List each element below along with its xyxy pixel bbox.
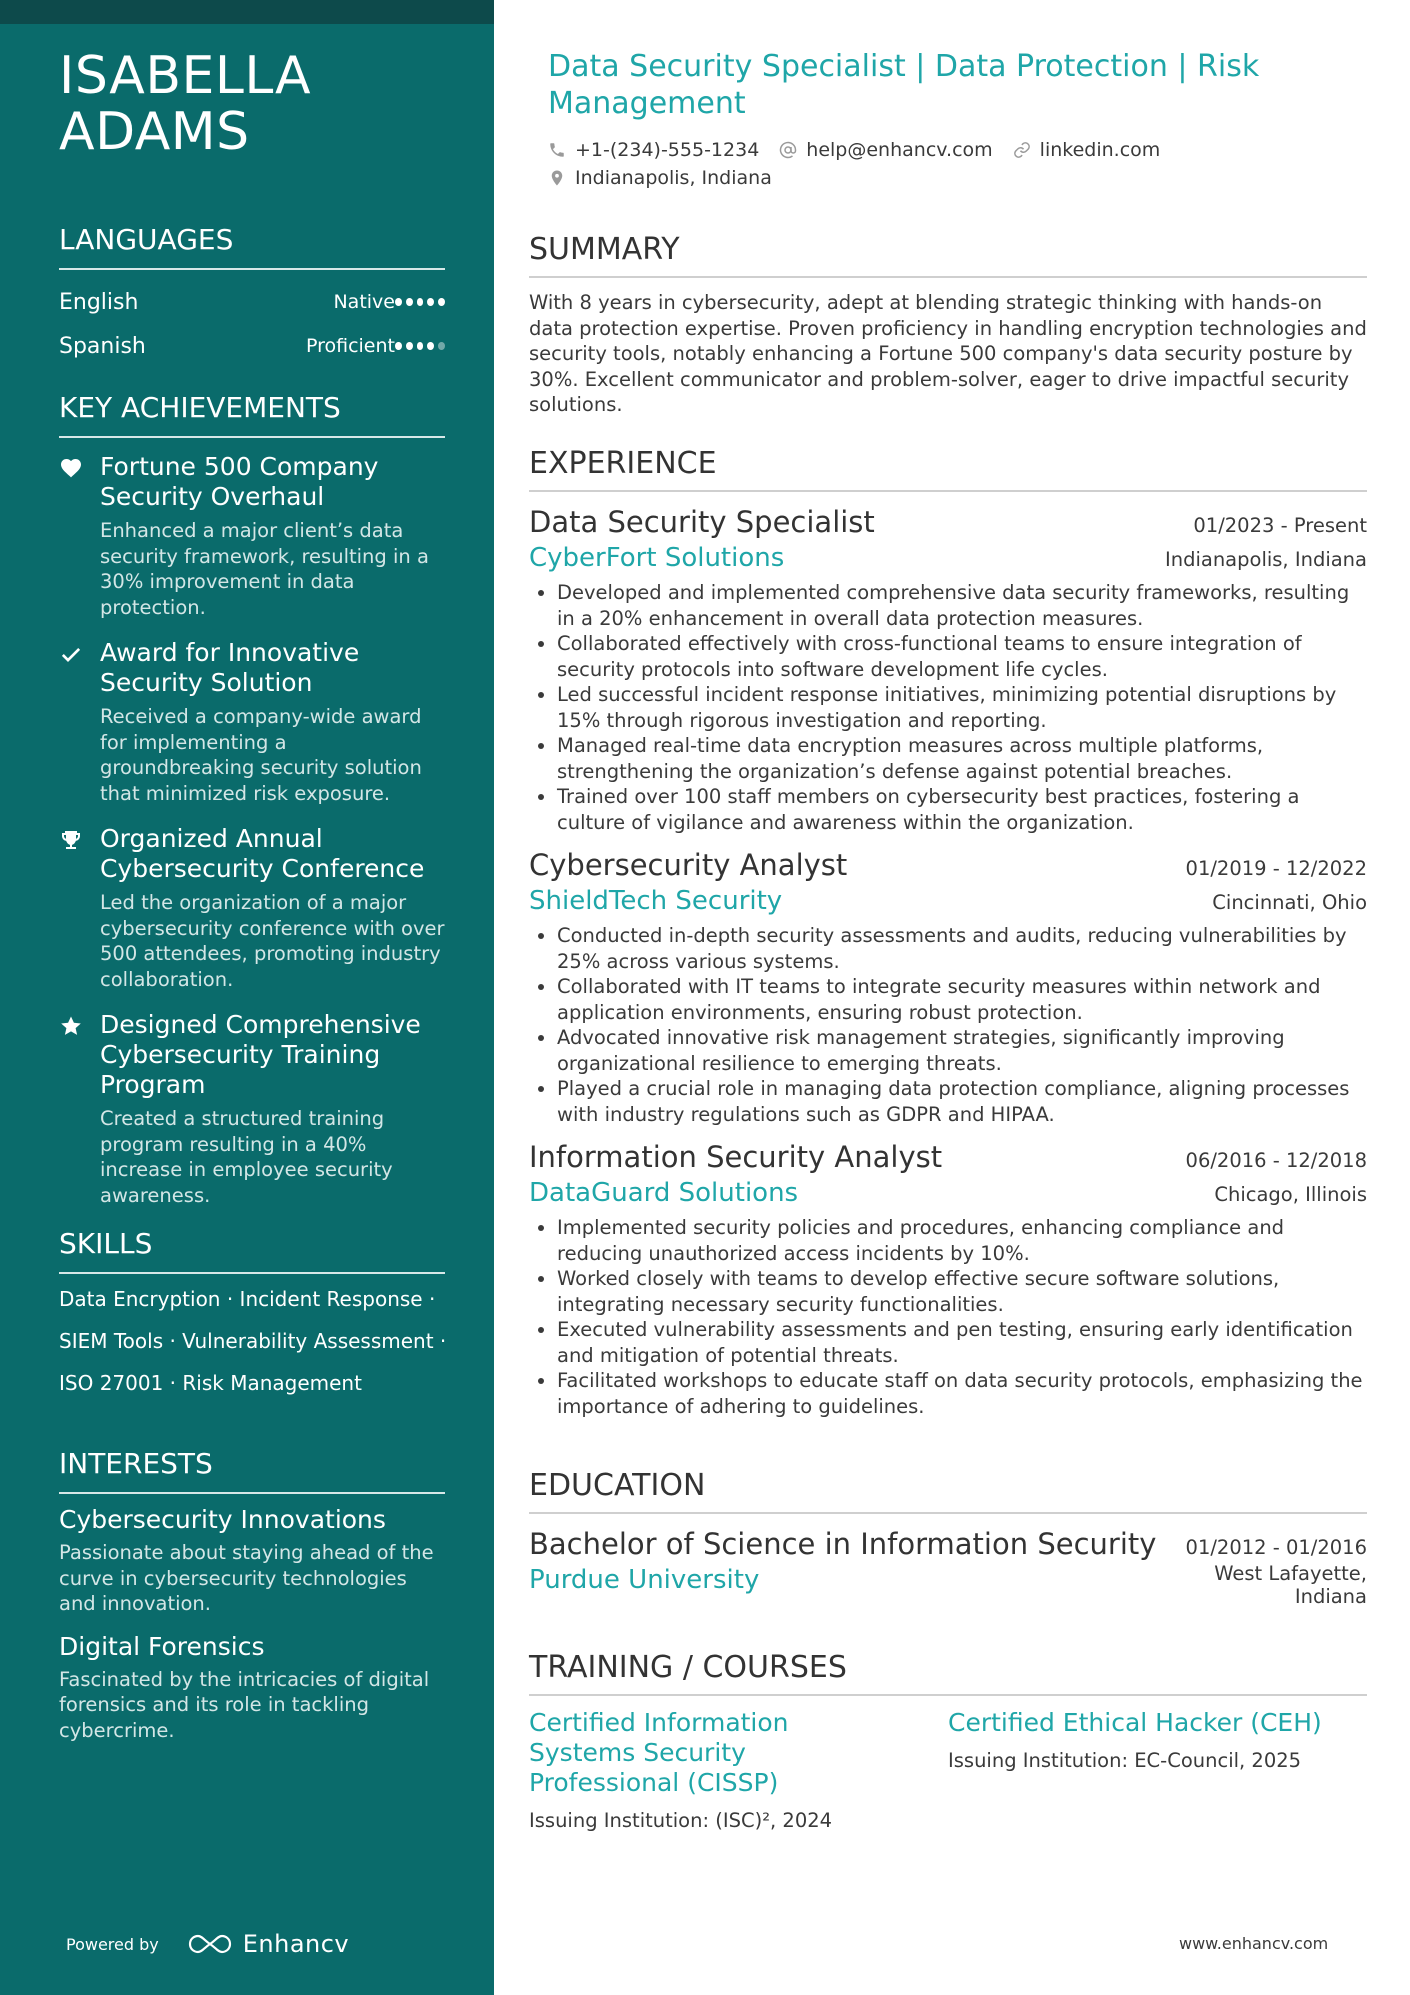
experience-section <box>529 446 1367 1419</box>
summary-heading: SUMMARY <box>529 232 1367 278</box>
interests-section <box>59 1446 445 1743</box>
dot-filled <box>395 342 402 350</box>
name-line-2: ADAMS <box>59 102 250 162</box>
contact-info <box>548 136 1348 192</box>
contact-email[interactable] <box>779 139 992 161</box>
dot-filled <box>427 298 434 306</box>
bullet-item: Managed real-time data encryption measures across multiple platforms, strengthening the organization’s defense against potential breaches. <box>529 733 1367 784</box>
interest-title: Digital Forensics <box>59 1631 265 1661</box>
headline: Data Security Specialist | Data Protection | Risk Management <box>548 49 1260 121</box>
achievement-description: Enhanced a major client’s data security framework, resulting in a 30% improvement in data protection. <box>100 519 429 619</box>
bullet-item: Collaborated with IT teams to integrate security measures within network and application environments, ensuring robust protection. <box>529 974 1367 1025</box>
bullet-item: Conducted in-depth security assessments and audits, reducing vulnerabilities by 25% across various systems. <box>529 923 1367 974</box>
dot-filled <box>406 298 413 306</box>
achievement-item <box>59 824 445 992</box>
achievement-title: Award for Innovative Security Solution <box>100 638 360 697</box>
job-bullets <box>529 1215 1367 1419</box>
job-location: Indianapolis, Indiana <box>1164 548 1367 571</box>
dot-filled <box>406 342 413 350</box>
bullet-item: Facilitated workshops to educate staff on data security protocols, emphasizing the importance of adhering to guidelines. <box>529 1368 1367 1419</box>
course-title: Certified Ethical Hacker (CEH) <box>948 1708 1322 1737</box>
skills-line: SIEM Tools · Vulnerability Assessment · <box>59 1329 447 1353</box>
bullet-item: Implemented security policies and procedures, enhancing compliance and reducing unauthorized access incidents by 10%. <box>529 1215 1367 1266</box>
skills-line: Data Encryption · Incident Response · <box>59 1287 436 1311</box>
achievements-heading: KEY ACHIEVEMENTS <box>59 390 445 438</box>
education-heading: EDUCATION <box>529 1468 1367 1514</box>
footer-url[interactable]: www.enhancv.com <box>1179 1934 1329 1953</box>
school-name: Purdue University <box>529 1565 760 1595</box>
bullet-item: Led successful incident response initiatives, minimizing potential disruptions by 15% through rigorous investigation and reporting. <box>529 682 1367 733</box>
achievement-title: Fortune 500 Company Security Overhaul <box>100 452 379 511</box>
dot-empty <box>438 342 445 350</box>
bullet-item: Collaborated effectively with cross-functional teams to ensure integration of security protocols into software development life cycles. <box>529 631 1367 682</box>
bullet-item: Worked closely with teams to develop effective secure software solutions, integrating necessary security functionalities. <box>529 1266 1367 1317</box>
bullet-item: Played a crucial role in managing data protection compliance, aligning processes with industry regulations such as GDPR and HIPAA. <box>529 1076 1367 1127</box>
language-name: English <box>59 289 139 315</box>
education-location <box>1214 1562 1367 1608</box>
education-section <box>529 1468 1367 1608</box>
course-title: Certified Information Systems Security Professional (CISSP) <box>529 1708 789 1797</box>
phone-icon <box>548 141 566 159</box>
job-company: ShieldTech Security <box>529 886 783 916</box>
job-dates: 01/2023 - Present <box>1193 514 1367 537</box>
achievement-item <box>59 452 445 620</box>
job-location: Chicago, Illinois <box>1214 1183 1367 1206</box>
email-text: help@enhancv.com <box>806 139 993 161</box>
language-level: Proficient <box>305 335 395 357</box>
education-dates: 01/2012 - 01/2016 <box>1185 1536 1367 1559</box>
job-dates: 01/2019 - 12/2022 <box>1185 857 1367 880</box>
achievement-item <box>59 638 445 806</box>
skills-line: ISO 27001 · Risk Management <box>59 1371 362 1395</box>
job-location: Cincinnati, Ohio <box>1212 891 1367 914</box>
trophy-icon <box>59 824 100 992</box>
contact-linkedin[interactable] <box>1013 139 1161 161</box>
bullet-item: Developed and implemented comprehensive data security frameworks, resulting in a 20% enhancement in overall data protection measures. <box>529 580 1367 631</box>
course-institution: Issuing Institution: EC-Council, 2025 <box>948 1749 1302 1772</box>
skills-heading: SKILLS <box>59 1226 445 1274</box>
link-icon <box>1013 141 1031 159</box>
job-bullets <box>529 923 1367 1127</box>
interest-title: Cybersecurity Innovations <box>59 1505 386 1534</box>
training-heading: TRAINING / COURSES <box>529 1650 1367 1696</box>
sidebar-top-bar <box>0 0 494 24</box>
achievement-title: Designed Comprehensive Cybersecurity Training Program <box>100 1010 421 1099</box>
checkmark-icon <box>59 638 100 806</box>
achievements-section <box>59 390 445 1208</box>
powered-by-label: Powered by <box>66 1934 159 1954</box>
education-entry <box>529 1526 1367 1608</box>
at-icon <box>779 141 797 159</box>
job-title: Cybersecurity Analyst <box>529 848 848 882</box>
language-proficiency-dots <box>395 298 445 306</box>
name-line-1: ISABELLA <box>59 46 312 106</box>
language-level: Native <box>333 291 395 313</box>
location-pin-icon <box>548 169 566 187</box>
bullet-item: Advocated innovative risk management strategies, significantly improving organizational resilience to emerging threats. <box>529 1025 1367 1076</box>
dot-filled <box>427 342 434 350</box>
heart-icon <box>59 452 100 620</box>
sidebar <box>0 0 494 1995</box>
language-name: Spanish <box>59 333 146 359</box>
powered-by <box>66 1930 349 1958</box>
interest-description: Fascinated by the intricacies of digital forensics and its role in tackling cybercrime. <box>59 1667 430 1742</box>
experience-heading: EXPERIENCE <box>529 446 1367 492</box>
job-company: CyberFort Solutions <box>529 543 785 573</box>
job-entry <box>529 504 1367 835</box>
languages-section <box>59 222 445 368</box>
dot-filled <box>417 298 424 306</box>
course-item <box>948 1708 1367 1834</box>
training-section <box>529 1650 1367 1834</box>
job-title: Data Security Specialist <box>529 505 875 539</box>
achievement-item <box>59 1010 445 1208</box>
phone-text: +1-(234)-555-1234 <box>575 139 760 161</box>
summary-section <box>529 232 1367 418</box>
contact-phone[interactable] <box>548 139 759 161</box>
summary-text: With 8 years in cybersecurity, adept at blending strategic thinking with hands-on data protection expertise. Proven proficiency in handling encryption technologies and security tools, notably enhancing a Fortune 500 company's data security posture by 30%. Excellent communicator and problem-solver, eager to drive impactful security solutions. <box>529 291 1367 416</box>
contact-location <box>548 167 772 189</box>
job-company: DataGuard Solutions <box>529 1178 799 1208</box>
languages-heading: LANGUAGES <box>59 222 445 270</box>
language-proficiency-dots <box>395 342 445 350</box>
candidate-name <box>59 48 445 160</box>
job-title: Information Security Analyst <box>529 1140 943 1174</box>
enhancv-logo-text: Enhancv <box>242 1930 350 1958</box>
interest-description: Passionate about staying ahead of the curve in cybersecurity technologies and innovation. <box>59 1541 434 1615</box>
skills-section <box>59 1226 445 1404</box>
interests-heading: INTERESTS <box>59 1446 445 1494</box>
degree-title: Bachelor of Science in Information Security <box>529 1527 1157 1561</box>
course-item <box>529 1708 948 1834</box>
dot-filled <box>395 298 402 306</box>
bullet-item: Executed vulnerability assessments and pen testing, ensuring early identification and mitigation of potential threats. <box>529 1317 1367 1368</box>
job-entry <box>529 847 1367 1127</box>
language-row <box>59 280 445 324</box>
course-institution: Issuing Institution: (ISC)², 2024 <box>529 1809 833 1832</box>
language-row <box>59 324 445 368</box>
achievement-title: Organized Annual Cybersecurity Conference <box>100 824 425 883</box>
linkedin-text: linkedin.com <box>1039 139 1161 161</box>
job-dates: 06/2016 - 12/2018 <box>1185 1149 1367 1172</box>
enhancv-logo-icon <box>187 1932 233 1956</box>
education-location-line: West Lafayette, <box>1214 1562 1367 1585</box>
dot-filled <box>417 342 424 350</box>
achievement-description: Received a company-wide award for implementing a groundbreaking security solution that minimized risk exposure. <box>100 705 422 805</box>
location-text: Indianapolis, Indiana <box>575 167 772 189</box>
achievement-description: Created a structured training program resulting in a 40% increase in employee security awareness. <box>100 1107 393 1207</box>
job-bullets <box>529 580 1367 835</box>
achievement-description: Led the organization of a major cybersecurity conference with over 500 attendees, promoting industry collaboration. <box>100 891 445 991</box>
job-entry <box>529 1139 1367 1419</box>
star-icon <box>59 1010 100 1208</box>
enhancv-logo[interactable] <box>187 1930 349 1958</box>
education-location-line: Indiana <box>1294 1585 1367 1608</box>
bullet-item: Trained over 100 staff members on cybersecurity best practices, fostering a culture of vigilance and awareness within the organization. <box>529 784 1367 835</box>
dot-filled <box>438 298 445 306</box>
